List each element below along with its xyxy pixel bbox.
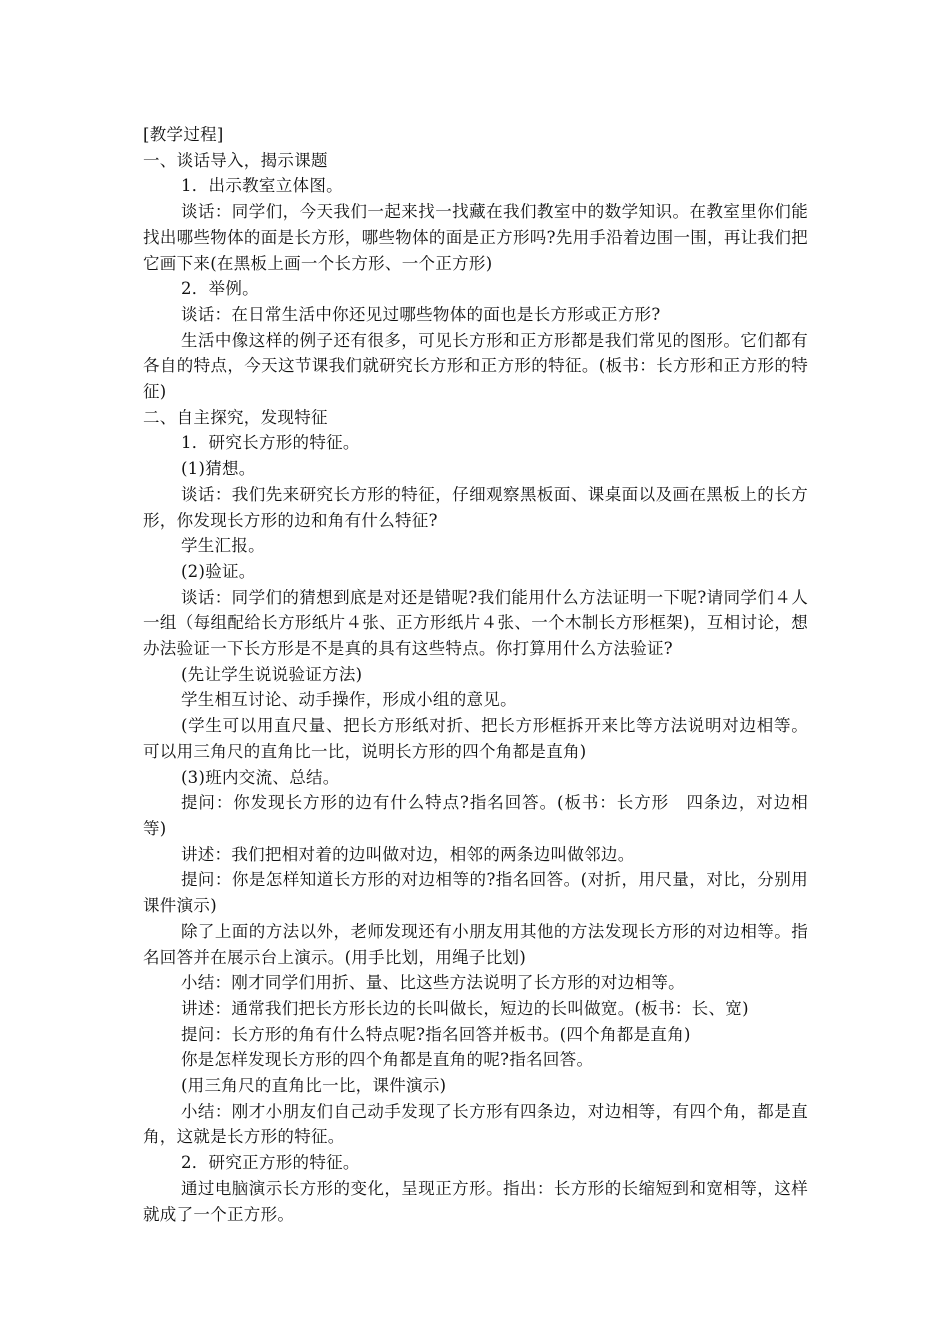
paragraph: 除了上面的方法以外，老师发现还有小朋友用其他的方法发现长方形的对边相等。指名回答并在展示台上演示。(用手比划，用绳子比划) <box>143 921 808 967</box>
paragraph: 你是怎样发现长方形的四个角都是直角的呢?指名回答。 <box>180 1050 594 1070</box>
paragraph: 讲述：我们把相对着的边叫做对边，相邻的两条边叫做邻边。 <box>180 844 635 864</box>
paragraph: 1．研究长方形的特征。 <box>180 433 360 453</box>
paragraph: 谈话：同学们，今天我们一起来找一找藏在我们教室中的数学知识。在教室里你们能找出哪些物体的面是长方形，哪些物体的面是正方形吗?先用手沿着边围一围，再让我们把它画下来(在黑板上画一个长方形、一个正方形) <box>143 202 808 273</box>
paragraph: 小结：刚才同学们用折、量、比这些方法说明了长方形的对边相等。 <box>180 973 685 993</box>
paragraph: (先让学生说说验证方法) <box>180 664 363 684</box>
document-body <box>143 122 808 1227</box>
paragraph: 2．研究正方形的特征。 <box>180 1153 360 1173</box>
paragraph: 谈话：同学们的猜想到底是对还是错呢?我们能用什么方法证明一下呢?请同学们４人一组（每组配给长方形纸片４张、正方形纸片４张、一个木制长方形框架)，互相讨论，想办法验证一下长方形是不是真的具有这些特点。你打算用什么方法验证? <box>143 587 808 659</box>
paragraph: 提问：你是怎样知道长方形的对边相等的?指名回答。(对折，用尺量，对比，分别用课件演示) <box>143 870 808 916</box>
paragraph: (学生可以用直尺量、把长方形纸对折、把长方形框拆开来比等方法说明对边相等。可以用三角尺的直角比一比，说明长方形的四个角都是直角) <box>143 716 808 761</box>
paragraph: 2．举例。 <box>180 279 259 299</box>
paragraph: 小结：刚才小朋友们自己动手发现了长方形有四条边，对边相等，有四个角，都是直角，这就是长方形的特征。 <box>143 1101 808 1147</box>
paragraph: 生活中像这样的例子还有很多，可见长方形和正方形都是我们常见的图形。它们都有各自的特点，今天这节课我们就研究长方形和正方形的特征。(板书：长方形和正方形的特征) <box>143 330 808 402</box>
paragraph: 提问：你发现长方形的边有什么特点?指名回答。(板书：长方形 四条边，对边相等) <box>143 793 808 838</box>
paragraph: 学生相互讨论、动手操作，形成小组的意见。 <box>180 690 517 710</box>
section-heading: 一、谈话导入，揭示课题 <box>143 150 328 170</box>
section-title: [教学过程] <box>143 125 224 144</box>
paragraph: (3)班内交流、总结。 <box>180 767 340 787</box>
paragraph: (1)猜想。 <box>180 459 256 479</box>
paragraph: 1．出示教室立体图。 <box>180 176 343 196</box>
paragraph: 通过电脑演示长方形的变化，呈现正方形。指出：长方形的长缩短到和宽相等，这样就成了一个正方形。 <box>143 1178 808 1224</box>
paragraph: 讲述：通常我们把长方形长边的长叫做长，短边的长叫做宽。(板书：长、宽) <box>180 998 749 1018</box>
paragraph: (用三角尺的直角比一比，课件演示) <box>180 1076 447 1096</box>
paragraph: 谈话：我们先来研究长方形的特征，仔细观察黑板面、课桌面以及画在黑板上的长方形，你发现长方形的边和角有什么特征? <box>143 484 808 530</box>
section-heading: 二、自主探究，发现特征 <box>143 407 328 427</box>
paragraph: 谈话：在日常生活中你还见过哪些物体的面也是长方形或正方形? <box>180 304 661 324</box>
paragraph: (2)验证。 <box>180 561 256 581</box>
paragraph-list <box>143 148 808 1228</box>
paragraph: 提问：长方形的角有什么特点呢?指名回答并板书。(四个角都是直角) <box>180 1024 691 1044</box>
paragraph: 学生汇报。 <box>180 536 265 556</box>
